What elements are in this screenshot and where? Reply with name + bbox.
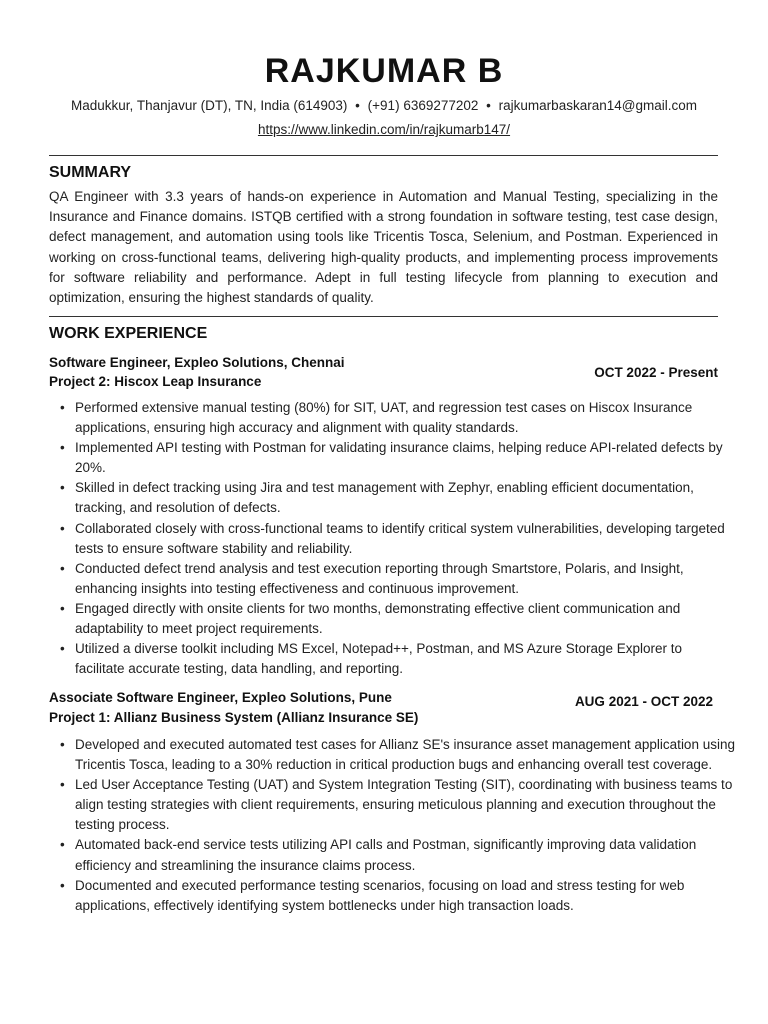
location-text: Madukkur, Thanjavur (DT), TN, India (614903): [71, 98, 348, 113]
summary-text: QA Engineer with 3.3 years of hands-on experience in Automation and Manual Testing, specializing in the Insurance and Finance domains. ISTQB certified with a strong foundation in software testing, test case design, defect management, and automation using tools like Tricentis Tosca, Selenium, and Postman. Experienced in working on cross-functional teams, delivering high-quality products, and implementing process improvements for software reliability and performance. Adept in full testing lifecycle from planning to execution and optimization, ensuring the highest standards of quality.: [49, 189, 718, 306]
list-item: • Documented and executed performance testing scenarios, focusing on load and stress testing for web applications, effectively identifying system bottlenecks under high transaction loads.: [75, 876, 735, 916]
job-dates: AUG 2021 - OCT 2022: [574, 694, 713, 709]
list-item: • Engaged directly with onsite clients for two months, demonstrating effective client communication and adaptability to meet project requirements.: [75, 599, 735, 639]
job-bullet-list: [49, 398, 735, 679]
candidate-name: RAJKUMAR B: [264, 52, 504, 90]
job-dates: OCT 2022 - Present: [594, 365, 718, 380]
list-item: • Collaborated closely with cross-functional teams to identify critical system vulnerabilities, developing targeted tests to ensure software stability and reliability.: [75, 519, 735, 559]
list-item: • Led User Acceptance Testing (UAT) and System Integration Testing (SIT), coordinating with business teams to align testing strategies with client requirements, ensuring meticulous planning and execution throughout the testing process.: [75, 775, 735, 835]
job-project: Project 2: Hiscox Leap Insurance: [49, 374, 262, 389]
list-item: • Utilized a diverse toolkit including MS Excel, Notepad++, Postman, and MS Azure Storage Explorer to facilitate accurate testing, data handling, and reporting.: [75, 639, 735, 679]
contact-line: [0, 98, 768, 113]
separator-dot: •: [355, 98, 360, 113]
list-item: • Conducted defect trend analysis and test execution reporting through Smartstore, Polaris, and Insight, enhancing insights into testing effectiveness and continuous improvement.: [75, 559, 735, 599]
list-item: • Implemented API testing with Postman for validating insurance claims, helping reduce API-related defects by 20%.: [75, 438, 735, 478]
section-divider: [49, 316, 718, 317]
list-item: • Automated back-end service tests utilizing API calls and Postman, significantly improving data validation efficiency and streamlining the insurance claims process.: [75, 835, 735, 875]
summary-heading: SUMMARY: [49, 164, 132, 181]
list-item: • Skilled in defect tracking using Jira and test management with Zephyr, enabling efficient documentation, tracking, and resolution of defects.: [75, 478, 735, 518]
work-experience-heading: WORK EXPERIENCE: [49, 325, 208, 342]
separator-dot: •: [486, 98, 491, 113]
job-title: Associate Software Engineer, Expleo Solutions, Pune: [49, 690, 392, 705]
job-title: Software Engineer, Expleo Solutions, Chennai: [49, 355, 345, 370]
linkedin-link[interactable]: https://www.linkedin.com/in/rajkumarb147/: [257, 122, 511, 137]
list-item: • Performed extensive manual testing (80%) for SIT, UAT, and regression test cases on Hiscox Insurance applications, ensuring high accuracy and alignment with quality standards.: [75, 398, 735, 438]
job-project: Project 1: Allianz Business System (Allianz Insurance SE): [49, 710, 419, 725]
phone-text: (+91) 6369277202: [367, 98, 479, 113]
email-text: rajkumarbaskaran14@gmail.com: [498, 98, 697, 113]
list-item: • Developed and executed automated test cases for Allianz SE's insurance asset management application using Tricentis Tosca, leading to a 30% reduction in critical production bugs and enhancing overall test coverage.: [75, 735, 735, 775]
job-bullet-list: [49, 735, 735, 916]
section-divider: [49, 155, 718, 156]
